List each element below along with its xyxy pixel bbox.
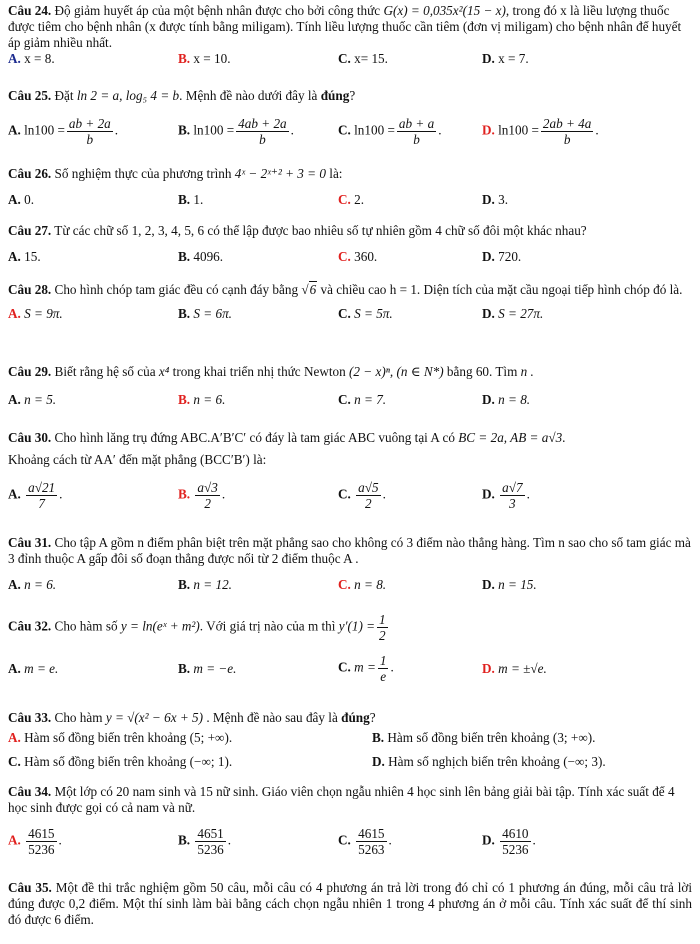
option-d[interactable]: [372, 754, 606, 770]
option-a[interactable]: [8, 577, 56, 593]
fraction-denominator: 2: [204, 496, 211, 511]
option-text: n = 6.: [24, 577, 57, 592]
option-label: B.: [178, 392, 191, 407]
question-stem: [8, 364, 692, 380]
option-a[interactable]: [8, 192, 34, 208]
option-label: C.: [338, 306, 351, 321]
stem-text: Cho hình lăng trụ đứng ABC.A′B′C′ có đáy là tam giác ABC vuông tại A có: [54, 430, 455, 445]
option-text: n = 5.: [24, 392, 57, 407]
fraction: [378, 653, 389, 684]
options-row: [8, 114, 692, 152]
option-a[interactable]: [8, 249, 41, 265]
option-c[interactable]: [338, 577, 386, 593]
option-label: B.: [178, 486, 191, 502]
question-stem: [8, 88, 692, 104]
question-stem: [8, 612, 692, 643]
stem-text: trong khai triển nhị thức Newton: [172, 364, 346, 379]
question-number: Câu 24.: [8, 3, 52, 18]
option-text: n = 7.: [354, 392, 387, 407]
stem-text: Một lớp có 20 nam sinh và 15 nữ sinh. Giáo viên chọn ngẫu nhiên 4 học sinh lên bảng giải bài tập. Tính xác suất để 4 học sinh được gọi có cả nam và nữ.: [8, 784, 675, 815]
option-text: x = 7.: [498, 51, 529, 66]
fraction-denominator: 5236: [197, 842, 224, 857]
question-31: [8, 535, 692, 595]
option-c[interactable]: C. $\frac{a√5}{2}$ .: [338, 480, 386, 511]
question-26: [8, 166, 692, 210]
question-number: Câu 34.: [8, 784, 52, 799]
stem-text: và chiều cao h = 1. Diện tích của mặt cầu ngoại tiếp hình chóp đó là.: [320, 282, 683, 297]
options-row: [8, 306, 692, 324]
option-d[interactable]: D. ln100 = $\frac{2ab + 4a}{b}$ .: [482, 116, 599, 147]
option-label: B.: [372, 730, 385, 745]
fraction-numerator: 4615: [358, 826, 385, 841]
option-lhs: ln100 =: [354, 122, 395, 138]
formula: G(x) = 0,035x²(15 − x): [383, 3, 506, 18]
option-text: 0.: [24, 192, 35, 207]
fraction-numerator: 4615: [28, 826, 55, 841]
option-a[interactable]: A. ln100 = $\frac{ab + 2a}{b}$ .: [8, 116, 119, 147]
fraction-numerator: ab + a: [398, 116, 435, 131]
option-text: m = −e.: [193, 661, 237, 676]
option-text: x= 15.: [354, 51, 388, 66]
option-label: D.: [482, 392, 495, 407]
option-a[interactable]: A. $\frac{4615}{5236}$ .: [8, 826, 62, 857]
question-29: [8, 364, 692, 410]
option-b[interactable]: B. ln100 = $\frac{4ab + 2a}{b}$ .: [178, 116, 294, 147]
stem-text: Biết rằng hệ số của: [54, 364, 156, 379]
fraction-numerator: 2ab + 4a: [542, 116, 592, 131]
fraction-numerator: a√3: [197, 480, 218, 495]
stem-text: . Mệnh đề nào dưới đây là: [179, 88, 318, 103]
option-lhs: ln100 =: [193, 122, 235, 138]
stem-text: là:: [329, 166, 343, 181]
question-stem: [8, 784, 692, 816]
option-a[interactable]: [8, 661, 58, 677]
option-c[interactable]: C. $\frac{4615}{5263}$ .: [338, 826, 392, 857]
option-label: A.: [8, 249, 21, 264]
option-d[interactable]: [482, 51, 529, 67]
question-33: [8, 710, 692, 772]
fraction: [500, 480, 524, 511]
option-lhs: ln100 =: [24, 122, 65, 138]
option-c[interactable]: C. m = $\frac{1}{e}$ .: [338, 653, 394, 684]
option-label: D.: [482, 249, 495, 264]
option-b[interactable]: [178, 577, 232, 593]
option-a[interactable]: [8, 730, 232, 746]
option-label: C.: [338, 51, 351, 66]
fraction: [195, 826, 225, 857]
fraction-denominator: b: [86, 132, 94, 147]
option-label: C.: [338, 659, 351, 675]
fraction-numerator: ab + 2a: [68, 116, 111, 131]
question-number: Câu 27.: [8, 223, 52, 238]
option-d[interactable]: [482, 249, 521, 265]
option-c[interactable]: C. ln100 = $\frac{ab + a}{b}$ .: [338, 116, 442, 147]
option-label: D.: [372, 754, 385, 769]
fraction-numerator: 4610: [502, 826, 529, 841]
option-label: A.: [8, 122, 21, 138]
option-label: C.: [338, 392, 351, 407]
question-34: [8, 784, 692, 862]
fraction: [356, 480, 380, 511]
fraction-denominator: b: [413, 132, 420, 147]
question-stem: [8, 535, 692, 567]
option-text: n = 8.: [354, 577, 387, 592]
option-text: Hàm số nghịch biến trên khoảng (−∞; 3).: [388, 754, 606, 769]
option-b[interactable]: B. $\frac{a√3}{2}$ .: [178, 480, 226, 511]
formula: BC = 2a, AB = a√3: [458, 430, 563, 445]
option-text: S = 6π.: [193, 306, 232, 321]
stem-text: Từ các chữ số 1, 2, 3, 4, 5, 6 có thể lập được bao nhiêu số tự nhiên gồm 4 chữ số đôi một khác nhau?: [54, 223, 587, 238]
option-b[interactable]: [178, 249, 223, 265]
option-text: n = 6.: [193, 392, 226, 407]
fraction-numerator: a√7: [502, 480, 523, 495]
formula: ln 2 = a, log₅ 4 = b: [76, 88, 180, 103]
stem-emphasis: đúng: [320, 88, 350, 103]
option-label: D.: [482, 192, 495, 207]
fraction-denominator: b: [259, 132, 266, 147]
formula: x⁴: [158, 364, 170, 379]
option-label: D.: [482, 577, 495, 592]
fraction-denominator: 5236: [28, 842, 55, 857]
stem-text: n .: [520, 364, 534, 379]
formula: y′(1) =: [338, 618, 376, 634]
option-d[interactable]: [482, 661, 547, 677]
formula: y = √(x² − 6x + 5): [105, 710, 204, 725]
fraction-numerator: 4ab + 2a: [238, 116, 287, 131]
option-lhs: m =: [354, 659, 376, 675]
option-d[interactable]: [482, 577, 537, 593]
stem-text: ?: [369, 710, 376, 725]
options-row: [8, 577, 692, 595]
question-35: [8, 880, 692, 928]
option-c[interactable]: [338, 306, 393, 322]
option-b[interactable]: [178, 392, 225, 408]
option-label: C.: [338, 486, 351, 502]
formula: 4ˣ − 2ˣ⁺² + 3 = 0: [234, 166, 326, 181]
stem-text: Đặt: [54, 88, 74, 103]
fraction: [195, 480, 219, 511]
stem-emphasis: đúng: [341, 710, 370, 725]
option-label: A.: [8, 486, 21, 502]
stem-text: . Với giá trị nào của m thì: [199, 618, 336, 634]
question-number: Câu 25.: [8, 88, 52, 103]
option-a[interactable]: [8, 392, 56, 408]
question-number: Câu 29.: [8, 364, 52, 379]
option-d[interactable]: [482, 392, 530, 408]
stem-text: Cho hình chóp tam giác đều có cạnh đáy bằng: [54, 282, 299, 297]
fraction-denominator: 5236: [502, 842, 529, 857]
option-text: S = 5π.: [354, 306, 393, 321]
option-text: n = 15.: [498, 577, 537, 592]
option-text: 2.: [354, 192, 365, 207]
option-text: m = ±√e.: [498, 661, 547, 676]
question-stem: [8, 282, 692, 298]
fraction-denominator: b: [563, 132, 571, 147]
option-label: D.: [482, 832, 495, 848]
option-c[interactable]: [338, 192, 364, 208]
option-label: C.: [338, 577, 351, 592]
options-row: [8, 754, 692, 772]
question-27: [8, 223, 692, 267]
fraction-numerator: 1: [379, 653, 387, 668]
fraction-numerator: a√21: [28, 480, 56, 495]
option-d[interactable]: D. $\frac{4610}{5236}$ .: [482, 826, 536, 857]
fraction: [236, 116, 288, 147]
option-d[interactable]: [482, 192, 508, 208]
radicand: 6: [309, 282, 317, 297]
options-row: [8, 478, 692, 516]
option-text: 15.: [24, 249, 41, 264]
option-label: D.: [482, 122, 495, 138]
option-text: n = 8.: [498, 392, 531, 407]
option-label: C.: [338, 122, 351, 138]
fraction-denominator: 7: [38, 496, 45, 511]
option-label: B.: [178, 51, 191, 66]
option-text: Hàm số đồng biến trên khoảng (3; +∞).: [387, 730, 596, 745]
stem-text: . Mệnh đề nào sau đây là: [206, 710, 338, 725]
options-row: [8, 192, 692, 210]
options-row: [8, 824, 692, 862]
stem-text: Cho hàm số: [54, 618, 118, 634]
option-text: 4096.: [193, 249, 224, 264]
fraction: [67, 116, 113, 147]
option-b[interactable]: [178, 51, 231, 67]
options-row: [8, 249, 692, 267]
option-label: A.: [8, 661, 21, 676]
option-c[interactable]: [338, 249, 377, 265]
option-lhs: ln100 =: [498, 122, 539, 138]
question-30: [8, 430, 692, 516]
fraction-denominator: 5263: [358, 842, 385, 857]
option-a[interactable]: A. $\frac{a√21}{7}$ .: [8, 480, 63, 511]
question-number: Câu 31.: [8, 535, 52, 550]
option-label: A.: [8, 51, 21, 66]
formula: √6: [301, 282, 317, 297]
fraction-numerator: 4651: [197, 826, 224, 841]
question-25: [8, 88, 692, 152]
option-label: B.: [178, 122, 191, 138]
options-row: [8, 51, 692, 69]
question-stem: [8, 166, 692, 182]
fraction-denominator: 2: [365, 496, 372, 511]
option-a[interactable]: [8, 51, 55, 67]
option-label: B.: [178, 832, 191, 848]
option-c[interactable]: [338, 51, 388, 67]
question-32: [8, 612, 692, 689]
question-number: Câu 33.: [8, 710, 52, 725]
option-text: Hàm số đồng biến trên khoảng (−∞; 1).: [24, 754, 233, 769]
fraction-numerator: a√5: [358, 480, 379, 495]
option-label: B.: [178, 192, 191, 207]
fraction-denominator: 2: [379, 628, 386, 643]
options-row: [8, 651, 692, 689]
option-label: B.: [178, 577, 191, 592]
question-28: [8, 282, 692, 324]
option-b[interactable]: B. $\frac{4651}{5236}$ .: [178, 826, 232, 857]
option-label: C.: [338, 832, 351, 848]
option-text: x = 8.: [24, 51, 55, 66]
fraction: [397, 116, 436, 147]
option-d[interactable]: [482, 306, 543, 322]
question-24: [8, 3, 692, 69]
question-stem: [8, 710, 692, 726]
option-c[interactable]: [338, 392, 386, 408]
option-c[interactable]: [8, 754, 232, 770]
option-text: n = 12.: [193, 577, 232, 592]
stem-text: Một đề thi trắc nghiệm gồm 50 câu, mỗi câu có 4 phương án trả lời trong đó chỉ có 1 phương án đúng, mỗi câu trả lời đúng được 0,2 điểm. Một thí sinh làm bài bằng cách chọn ngẫu nhiên 1 trong 4 phương án ở mỗi câu. Tính xác suất để thí sinh đó được 6 điểm.: [8, 880, 693, 927]
formula: y = ln(eˣ + m²): [120, 618, 200, 634]
question-stem: [8, 880, 692, 928]
option-text: S = 27π.: [498, 306, 544, 321]
question-stem: [8, 223, 692, 239]
question-number: Câu 26.: [8, 166, 52, 181]
stem-text: Cho tập A gồm n điểm phân biệt trên mặt phẳng sao cho không có 3 điểm nào thẳng hàng. Tìm n sao cho số tam giác mà 3 đỉnh thuộc A gấp đôi số đoạn thẳng được nối từ 2 điểm thuộc A .: [8, 535, 691, 566]
fraction: [541, 116, 593, 147]
option-label: B.: [178, 661, 191, 676]
option-text: Hàm số đồng biến trên khoảng (5; +∞).: [24, 730, 233, 745]
fraction: [500, 826, 530, 857]
option-label: A.: [8, 730, 21, 745]
stem-text: Số nghiệm thực của phương trình: [54, 166, 232, 181]
fraction-denominator: e: [380, 669, 387, 684]
fraction-numerator: 1: [379, 612, 386, 627]
stem-text: Cho hàm: [54, 710, 103, 725]
stem-text: Khoảng cách từ AA′ đến mặt phẳng (BCC′B′) là:: [8, 452, 267, 467]
option-text: 360.: [354, 249, 378, 264]
option-label: B.: [178, 306, 191, 321]
option-text: m = e.: [24, 661, 59, 676]
option-text: S = 9π.: [24, 306, 63, 321]
option-label: D.: [482, 661, 495, 676]
formula: (2 − x)ⁿ, (n ∈ N*): [349, 364, 444, 379]
fraction: [356, 826, 386, 857]
option-b[interactable]: [178, 192, 203, 208]
option-text: x = 10.: [193, 51, 231, 66]
option-label: C.: [338, 192, 351, 207]
options-row: [8, 392, 692, 410]
option-text: 3.: [498, 192, 509, 207]
option-b[interactable]: [178, 306, 232, 322]
stem-text: ?: [349, 88, 356, 103]
fraction: [26, 480, 57, 511]
fraction: [377, 612, 388, 643]
question-stem: [8, 430, 692, 446]
option-b[interactable]: [178, 661, 236, 677]
stem-text: Độ giảm huyết áp của một bệnh nhân được cho bởi công thức: [54, 3, 381, 18]
stem-text: , trong đó x là liều lượng thuốc được tiêm cho bệnh nhân (x được tính bằng miligam). Tính liều lượng thuốc cần tiêm (đơn vị miligam) cho bệnh nhân để huyết áp giảm nhiều nhất.: [8, 3, 682, 50]
option-b[interactable]: [372, 730, 595, 746]
option-label: A.: [8, 392, 21, 407]
option-label: C.: [338, 249, 351, 264]
option-a[interactable]: [8, 306, 63, 322]
option-label: A.: [8, 306, 21, 321]
option-label: D.: [482, 486, 495, 502]
question-number: Câu 30.: [8, 430, 52, 445]
question-number: Câu 35.: [8, 880, 52, 895]
option-label: D.: [482, 306, 495, 321]
option-text: 720.: [498, 249, 522, 264]
fraction: [26, 826, 56, 857]
question-number: Câu 28.: [8, 282, 52, 297]
option-label: A.: [8, 577, 21, 592]
question-stem: [8, 3, 692, 51]
option-label: A.: [8, 832, 21, 848]
stem-text: .: [562, 430, 566, 445]
option-d[interactable]: D. $\frac{a√7}{3}$ .: [482, 480, 530, 511]
option-label: D.: [482, 51, 495, 66]
option-label: B.: [178, 249, 191, 264]
stem-text: bằng 60. Tìm: [446, 364, 518, 379]
fraction-denominator: 3: [509, 496, 516, 511]
option-label: A.: [8, 192, 21, 207]
option-text: 1.: [193, 192, 204, 207]
question-number: Câu 32.: [8, 618, 52, 634]
options-row: [8, 730, 692, 748]
option-label: C.: [8, 754, 21, 769]
